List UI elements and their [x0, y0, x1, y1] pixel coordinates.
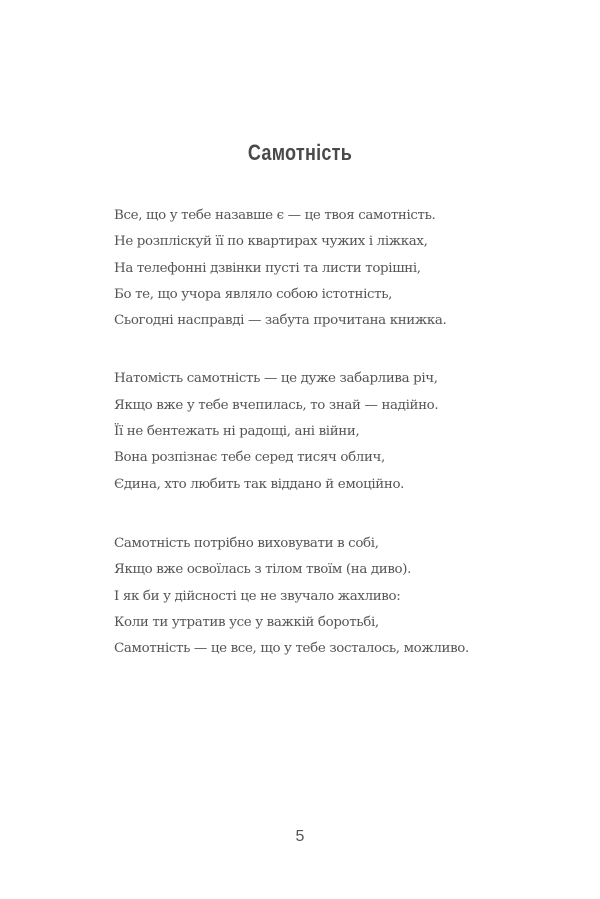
- poem-line: Сьогодні насправді — забута прочитана книжка.: [114, 313, 447, 329]
- stanza-1: [114, 203, 514, 334]
- poem-line: Бо те, що учора являло собою істотність,: [114, 286, 393, 302]
- poem-line: Натомість самотність — це дуже забарлива річ,: [114, 371, 438, 387]
- poem-line: І як би у дійсності це не звучало жахливо:: [114, 588, 401, 604]
- poem-line: Якщо вже освоїлась з тілом твоїм (на диво).: [114, 562, 412, 578]
- poem-line: Самотність потрібно виховувати в собі,: [114, 535, 379, 551]
- poem-line: Не розпліскуй її по квартирах чужих і ліжках,: [114, 234, 428, 250]
- poem-line: Якщо вже у тебе вчепилась, то знай — надійно.: [114, 397, 439, 413]
- poem-line: Коли ти утратив усе у важкій боротьбі,: [114, 614, 379, 630]
- poem-body: [114, 203, 514, 694]
- poem-line: Самотність — це все, що у тебе зосталось, можливо.: [114, 641, 469, 657]
- poem-title: Самотність: [247, 140, 353, 165]
- poem-line: На телефонні дзвінки пусті та листи торішні,: [114, 260, 421, 276]
- poem-line: Її не бентежать ні радощі, ані війни,: [114, 424, 360, 440]
- stanza-2: [114, 366, 514, 497]
- poem-line: Вона розпізнає тебе серед тисяч облич,: [114, 450, 385, 466]
- stanza-3: [114, 531, 514, 662]
- page-number: 5: [295, 828, 305, 845]
- poem-line: Все, що у тебе назавше є — це твоя самотність.: [114, 208, 436, 223]
- poem-line: Єдина, хто любить так віддано й емоційно.: [114, 476, 405, 492]
